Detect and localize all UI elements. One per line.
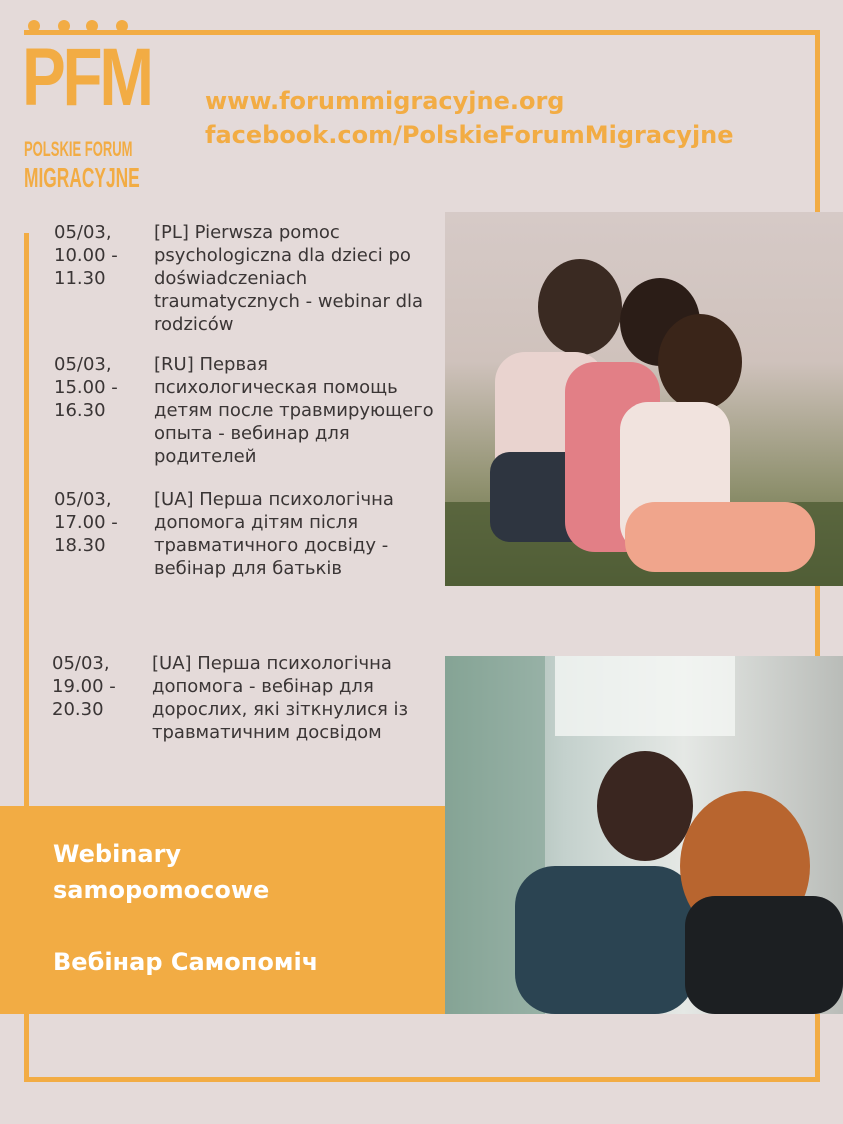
schedule-title: [UA] Перша психологічна допомога дітям після травматичного досвіду - вебінар для батьків (154, 489, 394, 579)
logo-line-1: POLSKIE FORUM (24, 138, 133, 161)
photo-hugging-people (445, 656, 843, 1014)
photo-children-sitting (445, 212, 843, 586)
banner-title-pl-2: samopomocowe (53, 876, 270, 904)
orange-banner (0, 806, 445, 1014)
banner-title-ua: Вебінар Самопоміч (53, 948, 319, 976)
schedule-title: [UA] Перша психологічна допомога - вебінар для дорослих, які зіткнулися із травматичним досвідом (152, 653, 409, 743)
facebook-link[interactable]: facebook.com/PolskieForumMigracyjne (205, 121, 734, 149)
logo-mark: PFM (22, 32, 151, 123)
schedule-date: 05/03, 15.00 - 16.30 (54, 354, 118, 421)
schedule-title: [PL] Pierwsza pomoc psychologiczna dla dzieci po doświadczeniach traumatycznych - webinar dla rodziców (154, 222, 424, 335)
pfm-logo (22, 20, 151, 193)
banner-title-pl-1: Webinary (53, 840, 182, 868)
schedule-date: 05/03, 17.00 - 18.30 (54, 489, 118, 556)
hug-illustration (445, 656, 843, 1014)
schedule-date: 05/03, 10.00 - 11.30 (54, 222, 118, 289)
logo-line-2: MIGRACYJNE (24, 162, 140, 193)
children-illustration (445, 212, 843, 586)
schedule-title: [RU] Первая психологическая помощь детям после травмирующего опыта - вебинар для родителей (154, 354, 434, 467)
website-link[interactable]: www.forummigracyjne.org (205, 87, 565, 115)
schedule-date: 05/03, 19.00 - 20.30 (52, 653, 116, 720)
links (205, 84, 734, 152)
